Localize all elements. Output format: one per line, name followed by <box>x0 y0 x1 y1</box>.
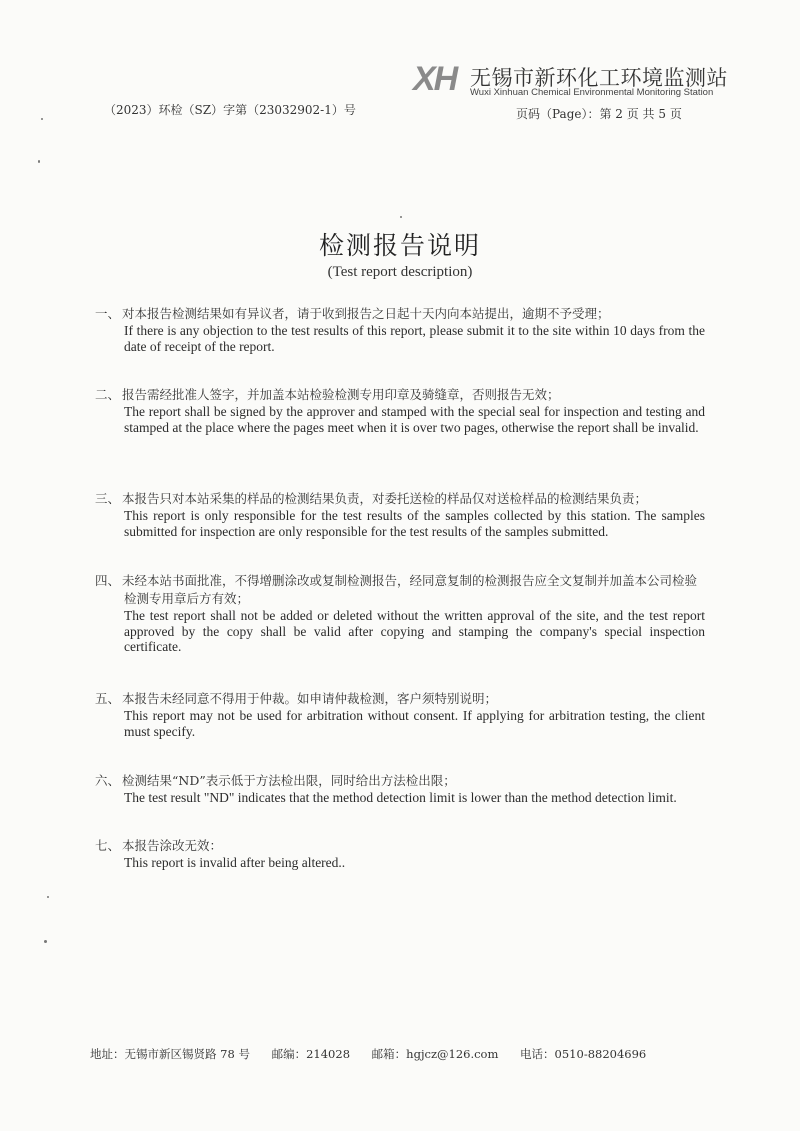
clause-text-en: This report is only responsible for the test results of the samples collected by this station. The samples submitted for inspection are only responsible for the test results of the samples submitted. <box>124 508 705 539</box>
scan-speck <box>400 216 402 218</box>
clause-cn <box>95 386 705 404</box>
clause-text-en: The test result "ND" indicates that the method detection limit is lower than the method detection limit. <box>124 790 677 805</box>
clause-text-cn: 本报告只对本站采集的样品的检测结果负责，对委托送检的样品仅对送检样品的检测结果负责； <box>122 491 648 506</box>
footer-phone: 电话：0510-88204696 <box>520 1047 647 1061</box>
scan-speck <box>44 940 47 943</box>
clause-text-cn: 检测结果“ND”表示低于方法检出限，同时给出方法检出限； <box>122 773 456 788</box>
clause-cn <box>95 690 705 708</box>
clause-text-en: If there is any objection to the test results of this report, please submit it to the site within 10 days from the date of receipt of the report. <box>124 323 705 354</box>
scan-speck <box>47 896 49 898</box>
clause-7 <box>95 837 705 871</box>
page-info: 页码（Page）：第 2 页 共 5 页 <box>516 107 682 121</box>
clause-text-en: The test report shall not be added or deleted without the written approval of the site, and the test report approved by the copy shall be valid after copying and stamping the company's special inspection certificate. <box>124 608 705 654</box>
clause-5 <box>95 690 705 739</box>
clause-text-cn: 报告需经批准人签字，并加盖本站检验检测专用印章及骑缝章，否则报告无效； <box>122 387 560 402</box>
clause-text-cn: 本报告未经同意不得用于仲裁。如申请仲裁检测，客户须特别说明； <box>122 691 498 706</box>
clause-number: 一、 <box>95 306 121 321</box>
clause-number: 三、 <box>95 491 121 506</box>
page-subtitle: (Test report description) <box>327 264 473 280</box>
clause-number: 六、 <box>95 773 121 788</box>
clause-text-cn: 未经本站书面批准，不得增删涂改或复制检测报告，经同意复制的检测报告应全文复制并加盖本公司检验检测专用章后方有效； <box>122 573 698 606</box>
clause-text-en: The report shall be signed by the approver and stamped with the special seal for inspection and testing and stamped at the place where the pages meet when it is over two pages, otherwise the report shall be invalid. <box>124 404 705 435</box>
page-title: 检测报告说明 <box>318 231 481 260</box>
clause-number: 五、 <box>95 691 121 706</box>
scan-speck <box>41 118 43 120</box>
organization-name-english: Wuxi Xinhuan Chemical Environmental Monitoring Station <box>470 87 714 98</box>
clause-cn <box>95 572 705 608</box>
report-number: （2023）环检（SZ）字第（23032902-1）号 <box>104 103 356 117</box>
footer-postcode: 邮编：214028 <box>271 1047 351 1061</box>
clause-6 <box>95 772 705 806</box>
clause-text-en: This report may not be used for arbitration without consent. If applying for arbitration testing, the client must specify. <box>124 708 705 739</box>
clause-number: 二、 <box>95 387 121 402</box>
clause-cn <box>95 837 705 855</box>
clause-2 <box>95 386 705 435</box>
organization-name: 无锡市新环化工环境监测站 <box>470 66 728 90</box>
footer-contact <box>90 1046 664 1062</box>
clause-number: 七、 <box>95 838 121 853</box>
clause-text-en: This report is invalid after being altered.. <box>124 855 346 870</box>
logo-mark: XH <box>413 60 457 98</box>
clause-text-cn: 对本报告检测结果如有异议者，请于收到报告之日起十天内向本站提出，逾期不予受理； <box>122 306 610 321</box>
clause-text-cn: 本报告涂改无效： <box>122 838 223 853</box>
footer-address: 地址：无锡市新区锡贤路 78 号 <box>90 1047 250 1061</box>
footer-email: 邮箱：hgjcz@126.com <box>371 1047 499 1061</box>
clause-cn <box>95 772 705 790</box>
clause-3 <box>95 490 705 539</box>
clause-1 <box>95 305 705 354</box>
clause-cn <box>95 490 705 508</box>
scan-speck <box>38 160 40 163</box>
clause-4 <box>95 572 705 655</box>
clause-number: 四、 <box>95 573 121 588</box>
clause-cn <box>95 305 705 323</box>
